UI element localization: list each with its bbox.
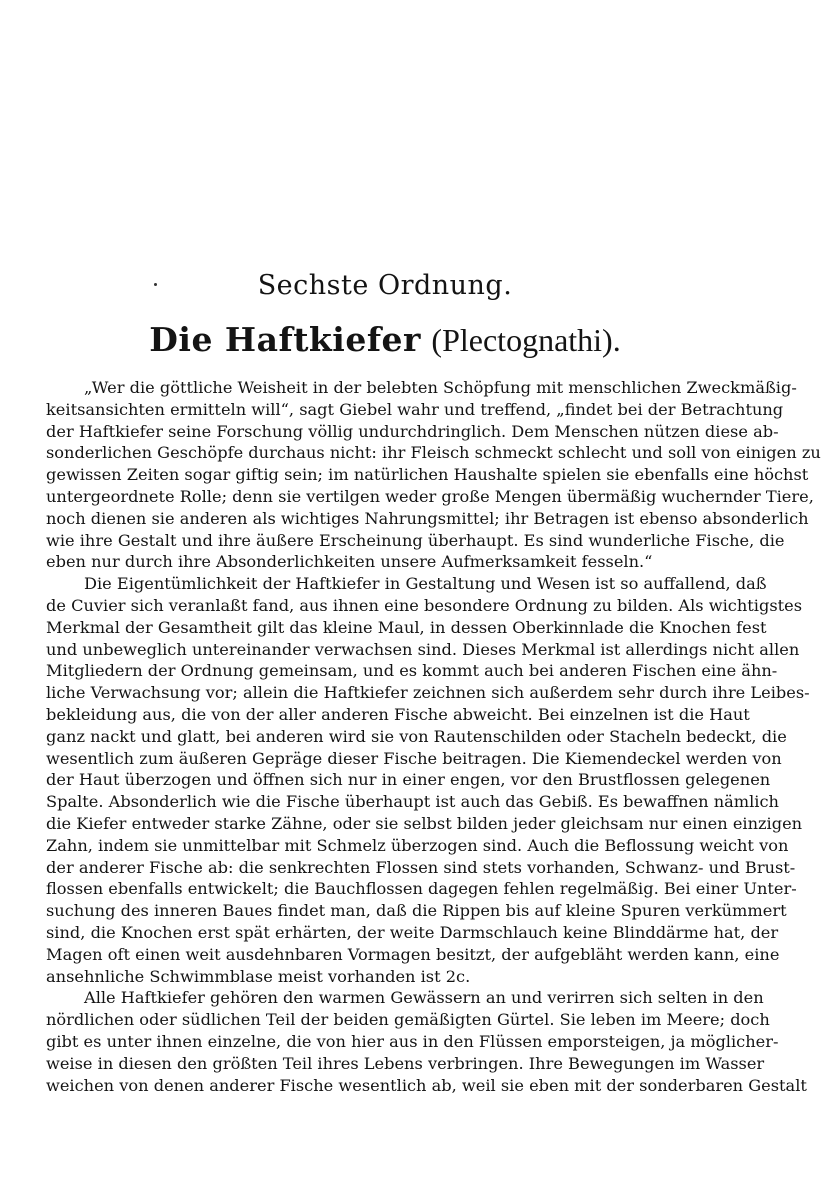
text-line: sind, die Knochen erst spät erhärten, der weite Darmschlauch keine Blinddärme hat, der xyxy=(46,922,779,942)
text-line: der anderer Fische ab: die senkrechten Flossen sind stets vorhanden, Schwanz- und Brust- xyxy=(46,857,796,877)
text-line: liche Verwachsung vor; allein die Haftkiefer zeichnen sich außerdem sehr durch ihre Leibes- xyxy=(46,683,810,703)
text-line: die Kiefer entweder starke Zähne, oder sie selbst bilden jeder gleichsam nur einen einzigen xyxy=(46,813,803,833)
text-line: wesentlich zum äußeren Gepräge dieser Fische beitragen. Die Kiemendeckel werden von xyxy=(46,748,782,768)
text-line: sonderlichen Geschöpfe durchaus nicht: ihr Fleisch schmeckt schlecht und soll von einigen zu xyxy=(46,443,821,463)
section-title xyxy=(0,318,770,362)
text-line: wie ihre Gestalt und ihre äußere Erscheinung überhaupt. Es sind wunderliche Fische, die xyxy=(46,530,785,550)
text-line: gibt es unter ihnen einzelne, die von hier aus in den Flüssen emporsteigen, ja möglicher- xyxy=(46,1031,779,1051)
text-line: und unbeweglich untereinander verwachsen sind. Dieses Merkmal ist allerdings nicht allen xyxy=(46,639,800,659)
text-line: ganz nackt und glatt, bei anderen wird sie von Rautenschilden oder Stacheln bedeckt, die xyxy=(46,726,787,746)
text-line: Merkmal der Gesamtheit gilt das kleine Maul, in dessen Oberkinnlade die Knochen fest xyxy=(46,617,767,637)
text-line: flossen ebenfalls entwickelt; die Bauchflossen dagegen fehlen regelmäßig. Bei einer Unter- xyxy=(46,879,797,899)
text-line: noch dienen sie anderen als wichtiges Nahrungsmittel; ihr Betragen ist ebenso absonderlich xyxy=(46,508,809,528)
text-line: ansehnliche Schwimmblase meist vorhanden ist 2c. xyxy=(46,966,471,986)
text-line: Mitgliedern der Ordnung gemeinsam, und es kommt auch bei anderen Fischen eine ähn- xyxy=(46,661,778,681)
text-line: Alle Haftkiefer gehören den warmen Gewässern an und verirren sich selten in den xyxy=(84,988,764,1008)
text-line: weise in diesen den größten Teil ihres Lebens verbringen. Ihre Bewegungen im Wasser xyxy=(46,1053,765,1073)
text-line: Die Eigentümlichkeit der Haftkiefer in Gestaltung und Wesen ist so auffallend, daß xyxy=(84,574,767,594)
section-title-latin: (Plectognathi). xyxy=(431,322,621,358)
text-line: Zahn, indem sie unmittelbar mit Schmelz überzogen sind. Auch die Beflossung weicht von xyxy=(46,835,789,855)
text-line: nördlichen oder südlichen Teil der beiden gemäßigten Gürtel. Sie leben im Meere; doch xyxy=(46,1010,770,1030)
section-title-german: Die Haftkiefer xyxy=(149,320,421,359)
text-line: weichen von denen anderer Fische wesentlich ab, weil sie eben mit der sonderbaren Gestalt xyxy=(46,1075,807,1095)
text-line: keitsansichten ermitteln will“, sagt Giebel wahr und treffend, „findet bei der Betrachtung xyxy=(46,399,784,419)
text-line: Magen oft einen weit ausdehnbaren Vormagen besitzt, der aufgebläht werden kann, eine xyxy=(46,944,780,964)
order-heading: Sechste Ordnung. xyxy=(257,270,513,301)
text-line: untergeordnete Rolle; denn sie vertilgen weder große Mengen übermäßig wuchernder Tiere, xyxy=(46,486,814,506)
text-line: der Haftkiefer seine Forschung völlig undurchdringlich. Dem Menschen nützen diese ab- xyxy=(46,421,779,441)
text-line: gewissen Zeiten sogar giftig sein; im natürlichen Haushalte spielen sie ebenfalls eine höchst xyxy=(46,465,809,485)
text-line: de Cuvier sich veranlaßt fand, aus ihnen eine besondere Ordnung zu bilden. Als wichtigstes xyxy=(46,595,803,615)
text-line: der Haut überzogen und öffnen sich nur in einer engen, vor den Brustflossen gelegenen xyxy=(46,770,771,790)
text-line: suchung des inneren Baues findet man, daß die Rippen bis auf kleine Spuren verkümmert xyxy=(46,901,787,921)
text-line: eben nur durch ihre Absonderlichkeiten unsere Aufmerksamkeit fesseln.“ xyxy=(46,552,653,572)
text-line: bekleidung aus, die von der aller anderen Fische abweicht. Bei einzelnen ist die Haut xyxy=(46,704,750,724)
body-text xyxy=(46,377,821,1096)
text-line: Spalte. Absonderlich wie die Fische überhaupt ist auch das Gebiß. Es bewaffnen nämlich xyxy=(46,792,779,812)
text-line: „Wer die göttliche Weisheit in der belebten Schöpfung mit menschlichen Zweckmäßig- xyxy=(84,378,797,397)
